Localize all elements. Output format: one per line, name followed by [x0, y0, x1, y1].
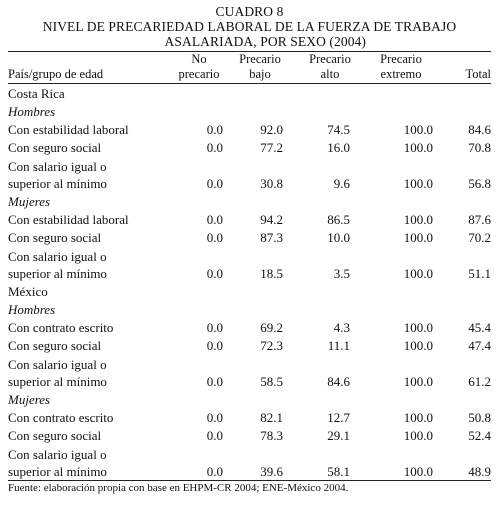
- cell-precario-extremo: 100.0: [403, 374, 433, 389]
- country-label: Costa Rica: [8, 86, 65, 101]
- cell-precario-extremo: 100.0: [403, 410, 433, 425]
- row-label: [8, 156, 173, 192]
- table-body: [8, 84, 491, 480]
- cell-precario-alto: 29.1: [327, 428, 350, 443]
- cell-no-precario: 0.0: [206, 338, 223, 353]
- country-row: [8, 282, 491, 300]
- header-label: País/grupo de edad: [8, 67, 104, 81]
- cell-no-precario: 0.0: [206, 230, 223, 245]
- row-label-line: Con estabilidad laboral: [8, 122, 129, 137]
- cell-precario-alto: 3.5: [333, 266, 350, 281]
- cell-precario-alto: 10.0: [327, 230, 350, 245]
- cell-no-precario: 0.0: [206, 320, 223, 335]
- table-row: [8, 120, 491, 138]
- row-label-line: Con seguro social: [8, 230, 102, 245]
- table-row: [8, 408, 491, 426]
- cell-precario-extremo: 100.0: [403, 320, 433, 335]
- row-label-line: Con seguro social: [8, 140, 102, 155]
- cell-precario-alto: 9.6: [333, 176, 350, 191]
- cell-total: 51.1: [468, 266, 491, 281]
- row-label-line: Con contrato escrito: [8, 410, 114, 425]
- row-label: [8, 408, 173, 426]
- cell-precario-extremo: 100.0: [403, 140, 433, 155]
- cell-precario-alto: 11.1: [327, 338, 350, 353]
- cell-precario-alto: 58.1: [327, 464, 350, 479]
- cell-total: 47.4: [468, 338, 491, 353]
- cell-precario-bajo: 82.1: [260, 410, 283, 425]
- cell-precario-bajo: 39.6: [260, 464, 283, 479]
- row-label-line: Con salario igual o: [8, 249, 107, 264]
- header-precario-extremo: Precario extremo: [380, 52, 422, 81]
- header-precario-alto: Precario alto: [309, 52, 351, 81]
- sex-label: Mujeres: [8, 392, 51, 407]
- cell-precario-bajo: 78.3: [260, 428, 283, 443]
- country-row: [8, 84, 491, 102]
- header-no-precario: No precario: [178, 52, 220, 81]
- cell-total: 61.2: [468, 374, 491, 389]
- table-row: [8, 156, 491, 192]
- cell-total: 48.9: [468, 464, 491, 479]
- table-header-row: [8, 52, 491, 82]
- cell-precario-extremo: 100.0: [403, 428, 433, 443]
- cell-no-precario: 0.0: [206, 122, 223, 137]
- row-label: [8, 318, 173, 336]
- precariousness-table: [8, 52, 491, 480]
- cell-precario-alto: 74.5: [327, 122, 350, 137]
- cell-precario-bajo: 18.5: [260, 266, 283, 281]
- cell-precario-extremo: 100.0: [403, 338, 433, 353]
- cell-no-precario: 0.0: [206, 374, 223, 389]
- row-label-line: Con seguro social: [8, 338, 102, 353]
- cell-precario-bajo: 92.0: [260, 122, 283, 137]
- cell-precario-alto: 16.0: [327, 140, 350, 155]
- row-label-line: superior al mínimo: [8, 374, 107, 389]
- cell-precario-bajo: 58.5: [260, 374, 283, 389]
- cell-precario-bajo: 94.2: [260, 212, 283, 227]
- row-label: [8, 120, 173, 138]
- row-label-line: Con estabilidad laboral: [8, 212, 129, 227]
- cell-precario-bajo: 30.8: [260, 176, 283, 191]
- cell-precario-extremo: 100.0: [403, 212, 433, 227]
- table-row: [8, 354, 491, 390]
- row-label-line: Con seguro social: [8, 428, 102, 443]
- table-row: [8, 426, 491, 444]
- table-row: [8, 336, 491, 354]
- cell-no-precario: 0.0: [206, 212, 223, 227]
- sex-label: Mujeres: [8, 194, 51, 209]
- row-label-line: superior al mínimo: [8, 176, 107, 191]
- row-label-line: Con salario igual o: [8, 447, 107, 462]
- row-label-line: superior al mínimo: [8, 266, 107, 281]
- sex-row: [8, 390, 491, 408]
- row-label: [8, 246, 173, 282]
- row-label-line: Con salario igual o: [8, 357, 107, 372]
- cell-precario-alto: 12.7: [327, 410, 350, 425]
- cell-total: 45.4: [468, 320, 491, 335]
- header-total: Total: [465, 67, 491, 81]
- row-label: [8, 210, 173, 228]
- sex-row: [8, 300, 491, 318]
- cell-total: 84.6: [468, 122, 491, 137]
- cell-precario-bajo: 77.2: [260, 140, 283, 155]
- cell-no-precario: 0.0: [206, 140, 223, 155]
- cell-precario-extremo: 100.0: [403, 230, 433, 245]
- row-label-line: Con salario igual o: [8, 159, 107, 174]
- row-label: [8, 138, 173, 156]
- cell-precario-alto: 86.5: [327, 212, 350, 227]
- document-page: [8, 4, 491, 495]
- header-precario-bajo: Precario bajo: [239, 52, 281, 81]
- cell-no-precario: 0.0: [206, 410, 223, 425]
- cell-no-precario: 0.0: [206, 428, 223, 443]
- cell-total: 56.8: [468, 176, 491, 191]
- row-label-line: Con contrato escrito: [8, 320, 114, 335]
- cell-precario-bajo: 87.3: [260, 230, 283, 245]
- cell-precario-alto: 84.6: [327, 374, 350, 389]
- table-row: [8, 210, 491, 228]
- sex-row: [8, 102, 491, 120]
- table-title-line-2: ASALARIADA, POR SEXO (2004): [164, 34, 366, 49]
- cell-precario-alto: 4.3: [333, 320, 350, 335]
- cell-precario-bajo: 72.3: [260, 338, 283, 353]
- cell-no-precario: 0.0: [206, 176, 223, 191]
- table-number: CUADRO 8: [215, 4, 284, 19]
- cell-total: 52.4: [468, 428, 491, 443]
- source-note: Fuente: elaboración propia con base en EHPM-CR 2004; ENE-México 2004.: [8, 482, 349, 494]
- table-row: [8, 444, 491, 480]
- cell-no-precario: 0.0: [206, 266, 223, 281]
- cell-total: 70.2: [468, 230, 491, 245]
- cell-precario-bajo: 69.2: [260, 320, 283, 335]
- cell-precario-extremo: 100.0: [403, 176, 433, 191]
- country-label: México: [8, 284, 48, 299]
- cell-precario-extremo: 100.0: [403, 266, 433, 281]
- row-label-line: superior al mínimo: [8, 464, 107, 479]
- table-row: [8, 246, 491, 282]
- row-label: [8, 336, 173, 354]
- cell-no-precario: 0.0: [206, 464, 223, 479]
- sex-label: Hombres: [8, 302, 56, 317]
- table-title: [8, 4, 491, 49]
- sex-label: Hombres: [8, 104, 56, 119]
- table-row: [8, 138, 491, 156]
- table-row: [8, 228, 491, 246]
- row-label: [8, 354, 173, 390]
- cell-precario-extremo: 100.0: [403, 464, 433, 479]
- table-title-line-1: NIVEL DE PRECARIEDAD LABORAL DE LA FUERZA DE TRABAJO: [42, 19, 457, 34]
- bottom-rule: [8, 480, 491, 481]
- cell-total: 50.8: [468, 410, 491, 425]
- row-label: [8, 426, 173, 444]
- sex-row: [8, 192, 491, 210]
- cell-precario-extremo: 100.0: [403, 122, 433, 137]
- row-label: [8, 228, 173, 246]
- cell-total: 70.8: [468, 140, 491, 155]
- table-row: [8, 318, 491, 336]
- cell-total: 87.6: [468, 212, 491, 227]
- row-label: [8, 444, 173, 480]
